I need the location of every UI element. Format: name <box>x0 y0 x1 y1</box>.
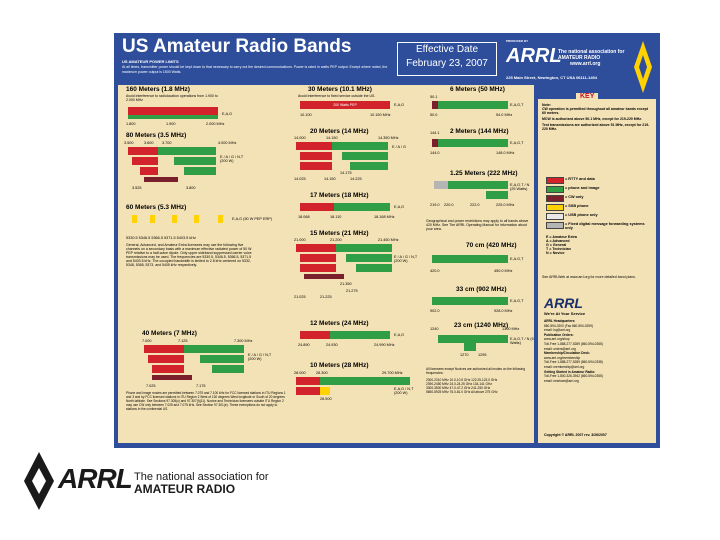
band-note: Avoid interference to fixed service outside the US. <box>298 94 376 98</box>
band-bar <box>296 142 332 150</box>
key-notes <box>542 103 652 131</box>
tick-label: 21.450 MHz <box>378 238 399 242</box>
class-item: N = Novice <box>546 251 565 255</box>
tick-label: 144.0 <box>430 151 440 155</box>
band-40m <box>122 329 290 439</box>
tick-label: 14.150 <box>324 177 336 181</box>
band-10m <box>290 361 420 421</box>
tick-label: 7.000 <box>142 339 152 343</box>
class-item: G = General <box>546 243 567 247</box>
channel-bar <box>132 215 137 223</box>
band-classes: E / A / G <box>392 145 406 149</box>
channel-list: 5330.5 5346.5 5366.5 5371.5 5403.5 kHz <box>126 236 196 240</box>
tick-label: 222.0 <box>470 203 480 207</box>
band-classes: E,A,G,T / N (25 Watts) <box>510 183 530 191</box>
band-classes: E,A,G,T <box>510 257 524 261</box>
band-bar <box>486 191 508 199</box>
band-160m <box>122 85 252 129</box>
tick-label: 18.110 <box>330 215 342 219</box>
band-name: 160 Meters (1.8 MHz) <box>126 86 190 93</box>
band-bar <box>296 244 336 252</box>
band-bar <box>158 147 216 155</box>
band-bar <box>334 203 390 211</box>
tick-label: 10.100 <box>300 113 312 117</box>
band-bar <box>296 387 320 395</box>
uhf-row: 5650-5925 MHz 76.0-81.0 GHz All above 275 GHz <box>426 390 498 394</box>
legend-swatch <box>546 177 564 184</box>
class-item: E = Amateur Extra <box>546 235 577 239</box>
band-classes: E,A,G / N,T (200 W) <box>394 387 414 395</box>
band-15m <box>290 229 420 307</box>
legend-label: = SSB phone <box>565 204 589 208</box>
power-bar: 200 Watts PEP <box>300 101 390 109</box>
tick-label: 3.500 <box>124 141 134 145</box>
produced-by: PRODUCED BY <box>506 39 529 43</box>
band-bar <box>300 254 336 262</box>
sidebar-arrl-logo: ARRL <box>544 295 583 311</box>
tick-label: 2.000 MHz <box>206 122 225 126</box>
sidebar-tagline: We're At Your Service <box>544 311 586 316</box>
bands-panel <box>118 85 534 443</box>
band-bar <box>464 343 476 351</box>
band-detail: General, Advanced, and Amateur Extra licensees may use the following five channels on a secondary basis with a maximum effective radiated power of 50 W PEP relative to a half-wave dipole. Only upper sideband suppressed carrier voice transmissions may be used. The frequencies are 5330.5, 5346.5, 5366.5, 5371.5 and 5403.5 kHz. The occupied bandwidth is limited to 2.8 kHz centered on 5332, 5348, 5368, 5373, and 5405 kHz respectively. <box>126 243 252 267</box>
tick-label: 4.000 MHz <box>218 141 237 145</box>
footer-tagline <box>134 471 269 495</box>
tick-label: 1.900 <box>166 122 176 126</box>
band-17m <box>290 191 420 227</box>
note-item: CW operation is permitted throughout all amateur bands except 60 meters. <box>542 107 648 115</box>
band-30m <box>290 85 420 125</box>
contact-line: email: membership@arrl.org <box>544 364 585 369</box>
band-classes: E,A,G <box>394 205 405 209</box>
band-name: 15 Meters (21 MHz) <box>310 230 369 237</box>
contact-line: email: orders@arrl.org <box>544 346 576 351</box>
band-60m <box>122 203 290 329</box>
legend-label: = RTTY and data <box>565 177 595 181</box>
tick-label: 18.068 <box>298 215 310 219</box>
band-bar <box>296 377 320 385</box>
band-note: Avoid interference to radiolocation operations from 1.900 to 2.000 MHz <box>126 94 218 102</box>
tick-label: 21.200 <box>330 238 342 242</box>
tick-label: 220.0 <box>444 203 454 207</box>
uhf-row: 3300-3500 MHz 47.0-47.2 GHz 241-250 GHz <box>426 386 491 390</box>
tick-label: 1.800 <box>126 122 136 126</box>
class-item: A = Advanced <box>546 239 570 243</box>
band-80m <box>122 131 252 201</box>
band-name: 2 Meters (144 MHz) <box>450 128 509 135</box>
footer-arrl-logo: ARRL <box>58 463 132 494</box>
arrl-logo: ARRL <box>506 45 562 67</box>
band-classes: E / A / G / N,T (200 W) <box>220 155 244 163</box>
band-name: 20 Meters (14 MHz) <box>310 128 369 135</box>
note-item: Test transmissions are authorized above 51 MHz, except for 219-220 MHz. <box>542 123 650 131</box>
contact-line: Toll-Free 1-888-277-5289 (860-594-0338) <box>544 360 603 365</box>
band-bar <box>152 365 184 373</box>
tick-label: 148.0 MHz <box>496 151 515 155</box>
tick-label: 21.275 <box>346 289 358 293</box>
footer-tagline-line1: The national association for <box>134 471 269 483</box>
legend-swatch <box>546 204 564 211</box>
tick-label: 928.0 MHz <box>494 309 513 313</box>
legend-label: = Fixed digital message forwarding systems only <box>565 222 645 230</box>
tick-label: 14.225 <box>350 177 362 181</box>
band-bar <box>300 264 336 272</box>
band-name: 40 Meters (7 MHz) <box>142 330 197 337</box>
contact-line: Toll-Free 1-800-326-3942 (860-594-0355) <box>544 374 603 379</box>
copyright: Copyright © ARRL 2007 rev. 3/26/2007 <box>544 433 607 437</box>
band-bar <box>184 167 216 175</box>
note-item: MCW is authorized above 50.1 MHz, except for 219-220 MHz. <box>542 117 642 121</box>
band-bar <box>128 107 218 115</box>
tick-label: 21.225 <box>320 295 332 299</box>
arrl-address: 225 Main Street, Newington, CT USA 06111-1494 <box>506 75 597 80</box>
band-note: E,A,G (50 W PEP ERP) <box>232 217 273 221</box>
band-plan-note: See ARRLWeb at www.arrl.org for more detailed band plans. <box>542 275 636 279</box>
channel-bar <box>218 215 223 223</box>
tick-label: 14.350 MHz <box>378 136 399 140</box>
band-name: 70 cm (420 MHz) <box>466 242 517 249</box>
band-classes: E,A,G,T <box>510 299 524 303</box>
tick-label: 3.525 <box>132 186 142 190</box>
band-bar <box>438 101 508 109</box>
band-2m <box>426 127 534 167</box>
tick-label: 50.0 <box>430 113 438 117</box>
band-bar <box>332 142 388 150</box>
uhf-table <box>426 367 530 394</box>
tick-label: 1270 <box>460 353 469 357</box>
band-bar <box>304 274 344 279</box>
tick-label: 21.000 <box>294 238 306 242</box>
band-33cm <box>426 285 534 321</box>
tick-label: 7.025 <box>146 384 156 388</box>
band-classes: E,A,G <box>394 333 405 337</box>
band-name: 10 Meters (28 MHz) <box>310 362 369 369</box>
band-bar <box>300 162 332 170</box>
band-bar <box>140 167 158 175</box>
tick-label: 28.300 <box>316 371 328 375</box>
tick-label: 50.1 <box>430 95 438 99</box>
arrl-tagline: The national association for AMATEUR RADIO <box>558 49 625 61</box>
band-bar <box>438 139 508 147</box>
band-classes: E,A,G,T <box>510 141 524 145</box>
tick-label: 14.175 <box>340 171 352 175</box>
license-classes <box>546 235 646 255</box>
band-name: 33 cm (902 MHz) <box>456 286 507 293</box>
tick-label: 10.150 MHz <box>370 113 391 117</box>
contact-line: Toll-Free 1-888-277-5289 (860-594-0355) <box>544 341 603 346</box>
band-name: 6 Meters (50 MHz) <box>450 86 505 93</box>
arrl-diamond-emblem-icon <box>24 452 54 510</box>
key-title: KEY <box>576 93 598 100</box>
contact-line: email: hq@arrl.org <box>544 328 571 333</box>
effective-date-box <box>397 42 497 76</box>
contact-line: www.arrl.org/membership <box>544 355 581 360</box>
tick-label: 7.300 MHz <box>234 339 253 343</box>
tick-label: 420.0 <box>430 269 440 273</box>
band-bar <box>184 345 244 353</box>
contact-line: ARRL Headquarters: <box>544 319 576 323</box>
tick-label: 28.000 <box>294 371 306 375</box>
arrl-header-block <box>506 39 638 80</box>
effective-date-value: February 23, 2007 <box>406 58 488 69</box>
contact-info <box>544 319 652 383</box>
band-bar <box>300 203 334 211</box>
band-bar <box>300 331 330 339</box>
band-name: 12 Meters (24 MHz) <box>310 320 369 327</box>
chart-title: US Amateur Radio Bands <box>122 36 352 57</box>
tick-label: 3.700 <box>162 141 172 145</box>
band-classes: E,A,G,T <box>510 103 524 107</box>
uhf-intro: All licensees except Novices are authorized all modes on the following frequencies: <box>426 367 526 375</box>
tick-label: 18.168 MHz <box>374 215 395 219</box>
tick-label: 24.930 <box>326 343 338 347</box>
tick-label: 21.025 <box>294 295 306 299</box>
band-bar <box>212 365 244 373</box>
band-bar <box>300 152 332 160</box>
band-classes: E,A,G <box>222 112 233 116</box>
band-bar <box>330 331 390 339</box>
band-bar <box>350 162 388 170</box>
band-70cm <box>426 241 534 285</box>
legend-label: = CW only <box>565 195 584 199</box>
band-6m <box>426 85 534 125</box>
band-bar <box>448 181 508 189</box>
contact-line: Getting Started in Amateur Radio: <box>544 369 596 374</box>
contact-line: Publication Orders: <box>544 332 574 337</box>
band-name: 1.25 Meters (222 MHz) <box>450 170 518 177</box>
note-heading: Note: <box>542 103 551 107</box>
tick-label: 28.500 <box>320 397 332 401</box>
tick-label: 1240 <box>430 327 439 331</box>
arrl-url: www.arrl.org <box>570 61 601 67</box>
legend-swatch <box>546 195 564 202</box>
band-classes: E,A,G,T / N (5 Watts) <box>510 337 534 345</box>
band-bar <box>356 264 392 272</box>
tick-label: 219.0 <box>430 203 440 207</box>
tick-label: 21.350 <box>340 282 352 286</box>
contact-line: email: newham@arrl.org <box>544 378 579 383</box>
channel-bar <box>194 215 199 223</box>
tick-label: 7.175 <box>196 384 206 388</box>
contact-line: 860-594-0200 (Fax 860-594-0259) <box>544 323 593 328</box>
effective-date-label: Effective Date <box>415 44 479 55</box>
channel-bar <box>150 215 155 223</box>
key-sidebar <box>538 93 656 443</box>
tick-label: 450.0 MHz <box>494 269 513 273</box>
band-bar <box>200 355 244 363</box>
legend-swatch <box>546 213 564 220</box>
tick-label: 144.1 <box>430 131 440 135</box>
power-note: At all times, transmitter power should be kept down to that necessary to carry out the desired communications. Power is rated in watts PEP output. Except where noted, the maximum power output is 1500 Watts. <box>122 65 388 74</box>
band-name: 80 Meters (3.5 MHz) <box>126 132 187 139</box>
tick-label: 225.0 MHz <box>496 203 515 207</box>
band-bar <box>128 115 218 119</box>
band-12m <box>290 319 420 359</box>
tick-label: 3.800 <box>186 186 196 190</box>
band-bar <box>148 355 184 363</box>
band-bar <box>144 177 178 182</box>
class-item: T = Technician <box>546 247 571 251</box>
tick-label: 1295 <box>478 353 487 357</box>
tick-label: 14.000 <box>294 136 306 140</box>
tick-label: 24.990 MHz <box>374 343 395 347</box>
band-chart <box>114 33 660 448</box>
tick-label: 1300 MHz <box>502 327 520 331</box>
band-bar <box>128 147 158 155</box>
tick-label: 3.600 <box>144 141 154 145</box>
band-bar <box>320 387 330 395</box>
tick-label: 7.125 <box>178 339 188 343</box>
band-name: 30 Meters (10.1 MHz) <box>308 86 372 93</box>
legend-label: = phone and image <box>565 186 600 190</box>
band-bar <box>432 255 508 263</box>
band-classes: E / A / G / N,T (200 W) <box>394 255 418 263</box>
band-23cm <box>426 321 534 361</box>
band-bar <box>434 181 448 189</box>
legend-swatch <box>546 186 564 193</box>
tick-label: 29.700 MHz <box>382 371 403 375</box>
band-classes: E / A / G / N,T (200 W) <box>248 353 272 361</box>
uhf-row: 2390-2450 MHz 24.0-24.25 GHz 134-141 GHz <box>426 382 492 386</box>
channel-bar <box>172 215 177 223</box>
band-125m <box>426 169 534 217</box>
tick-label: 54.0 MHz <box>496 113 513 117</box>
tick-label: 14.150 <box>326 136 338 140</box>
contact-line: www.arrl.org/shop <box>544 337 570 342</box>
legend-swatch <box>546 222 564 229</box>
geo-note: Geographical and power restrictions may apply to all bands above 420 MHz. See The ARRL Operating Manual for information about your area. <box>426 219 529 231</box>
power-limits-heading: US AMATEUR POWER LIMITS <box>122 59 179 64</box>
band-20m <box>290 127 420 189</box>
uhf-row: 2300-2310 MHz 10.0-10.5 GHz 122.25-123.0 GHz <box>426 378 498 382</box>
band-bar <box>336 244 392 252</box>
band-classes: E,A,G <box>394 103 405 107</box>
band-name: 23 cm (1240 MHz) <box>454 322 509 329</box>
band-bar <box>346 254 392 262</box>
band-bar <box>174 157 216 165</box>
band-bar <box>320 377 410 385</box>
contact-line: Membership/Circulation Desk: <box>544 351 590 356</box>
footer-tagline-line2: AMATEUR RADIO <box>134 482 236 496</box>
band-bar <box>438 335 508 343</box>
tick-label: 902.0 <box>430 309 440 313</box>
tick-label: 24.890 <box>298 343 310 347</box>
band-name: 17 Meters (18 MHz) <box>310 192 369 199</box>
band-bar <box>342 152 388 160</box>
band-name: 60 Meters (5.3 MHz) <box>126 204 187 211</box>
band-bar <box>152 375 192 380</box>
band-bar <box>144 345 184 353</box>
band-bar <box>432 297 508 305</box>
band-bar <box>132 157 158 165</box>
legend-label: = USB phone only <box>565 213 598 217</box>
band-footnote: Phone and Image modes are permitted between 7.075 and 7.100 kHz for FCC licensed stations in ITU Regions 1 and 3 and by FCC licensed stations in ITU Region 2 West of 130 degrees West longitude or South of 20 degrees North latitude. See Sections 97.305(c) and 97.307(f)(11). Novice and Technician licensees outside ITU Region 2 may use CW only between 7.025 and 7.075 kHz. See Section 97.301(e). These exemptions do not apply to stations in the continental US. <box>126 391 286 411</box>
tick-label: 14.025 <box>294 177 306 181</box>
